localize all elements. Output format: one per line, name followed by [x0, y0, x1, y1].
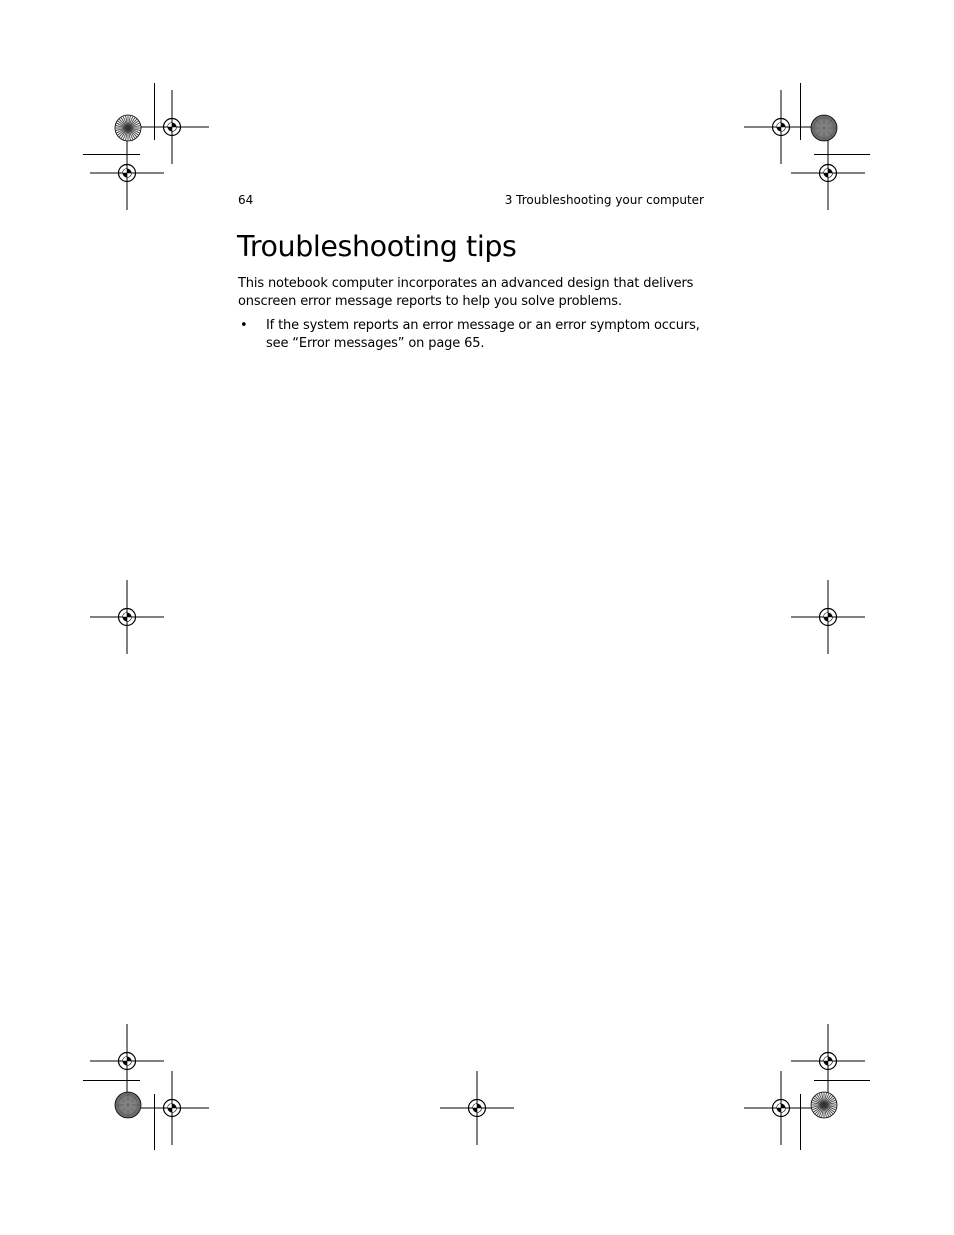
- color-star-target-icon: [115, 115, 141, 141]
- registration-mark-icon: [744, 90, 818, 164]
- intro-paragraph: This notebook computer incorporates an advanced design that delivers onscreen error message reports to help you solve problems.: [238, 276, 694, 309]
- page-number: 64: [238, 193, 254, 207]
- registration-mark-icon: [791, 580, 865, 654]
- color-star-target-icon: [115, 1092, 141, 1118]
- list-item: [238, 317, 718, 352]
- tips-list: [238, 317, 718, 352]
- registration-mark-icon: [90, 580, 164, 654]
- running-head-chapter: 3 Troubleshooting your computer: [504, 193, 704, 207]
- registration-mark-icon: [791, 1024, 865, 1098]
- registration-mark-icon: [90, 136, 164, 210]
- registration-mark-icon: [90, 1024, 164, 1098]
- registration-mark-icon: [440, 1071, 514, 1145]
- color-star-target-icon: [811, 115, 837, 141]
- color-star-target-icon: [811, 1092, 837, 1118]
- registration-mark-icon: [135, 1071, 209, 1145]
- section-title: Troubleshooting tips: [237, 230, 517, 263]
- registration-mark-icon: [791, 136, 865, 210]
- bullet-icon: •: [240, 318, 248, 333]
- tip-text: If the system reports an error message or an error symptom occurs, see “Error messages” on page 65.: [266, 318, 700, 351]
- registration-mark-icon: [744, 1071, 818, 1145]
- registration-mark-icon: [135, 90, 209, 164]
